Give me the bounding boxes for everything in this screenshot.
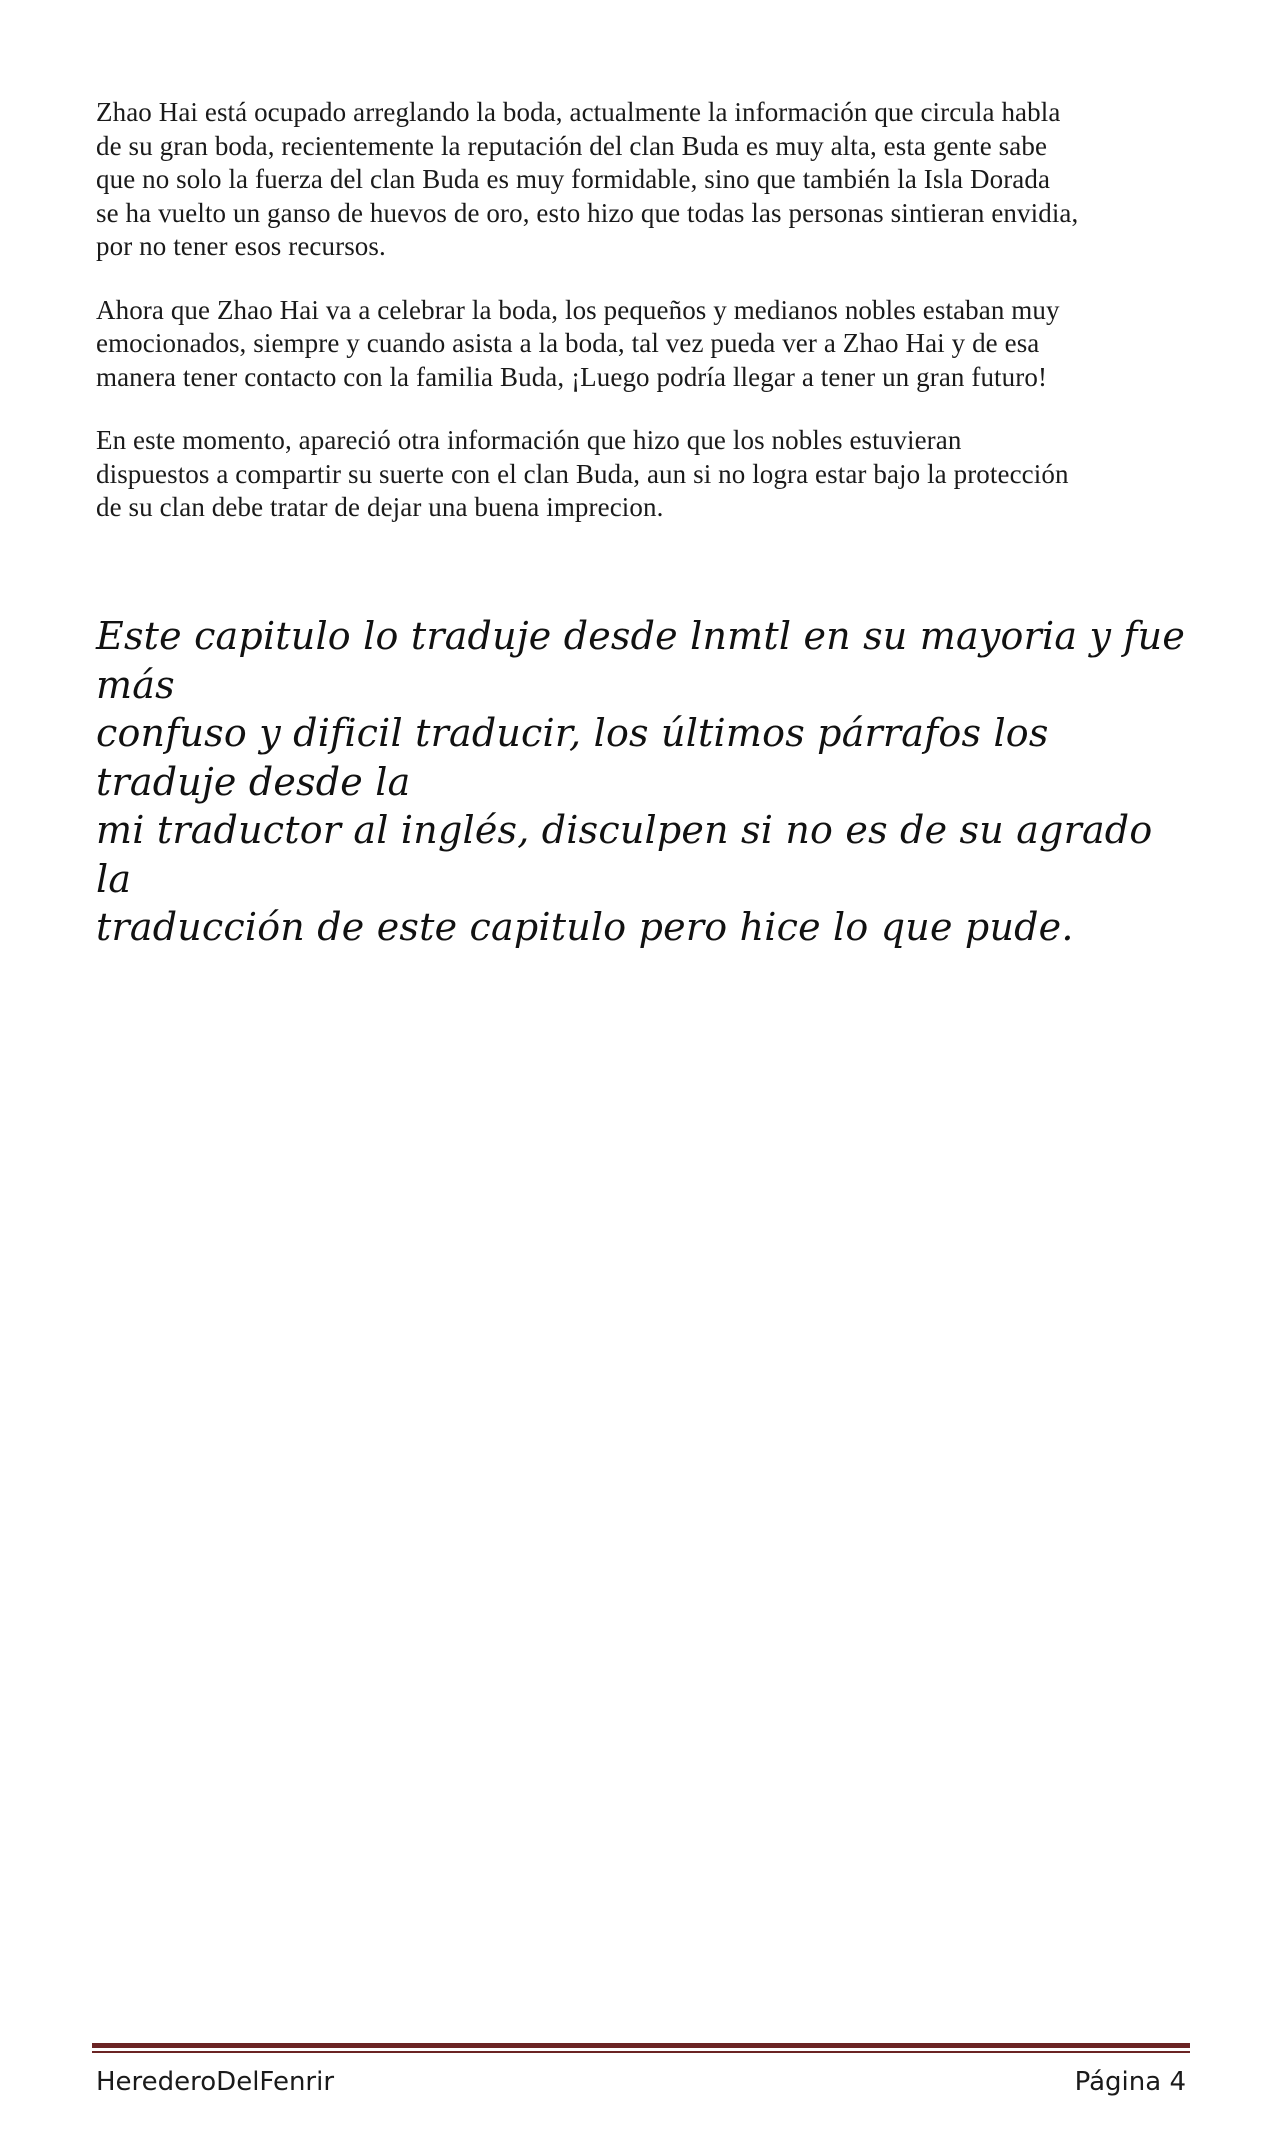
paragraph-2: Ahora que Zhao Hai va a celebrar la boda, los pequeños y medianos nobles estaban muy emocionados, siempre y cuando asista a la boda, tal vez pueda ver a Zhao Hai y de esa manera tener contacto con la familia Buda, ¡Luego podría llegar a tener un gran futuro! [96, 294, 1060, 392]
footer-rule-thick [92, 2043, 1190, 2048]
translator-note: Este capitulo lo traduje desde lnmtl en su mayoria y fue más confuso y dificil traducir, los últimos párrafos los traduje desde la mi traductor al inglés, disculpen si no es de su agrado la traducción de este capitulo pero hice lo que pude. [96, 614, 1186, 949]
footer-rule-thin [92, 2051, 1190, 2053]
paragraph-1: Zhao Hai está ocupado arreglando la boda, actualmente la información que circula habla de su gran boda, recientemente la reputación del clan Buda es muy alta, esta gente sabe que no solo la fuerza del clan Buda es muy formidable, sino que también la Isla Dorada se ha vuelto un ganso de huevos de oro, esto hizo que todas las personas sintieran envidia, por no tener esos recursos. [96, 97, 1079, 261]
footer-author: HerederoDelFenrir [96, 2067, 335, 2097]
body-text [96, 96, 1176, 555]
footer-page-number: Página 4 [1074, 2067, 1186, 2097]
paragraph-3: En este momento, apareció otra información que hizo que los nobles estuvieran dispuestos a compartir su suerte con el clan Buda, aun si no logra estar bajo la protección de su clan debe tratar de dejar una buena imprecion. [96, 425, 1069, 522]
